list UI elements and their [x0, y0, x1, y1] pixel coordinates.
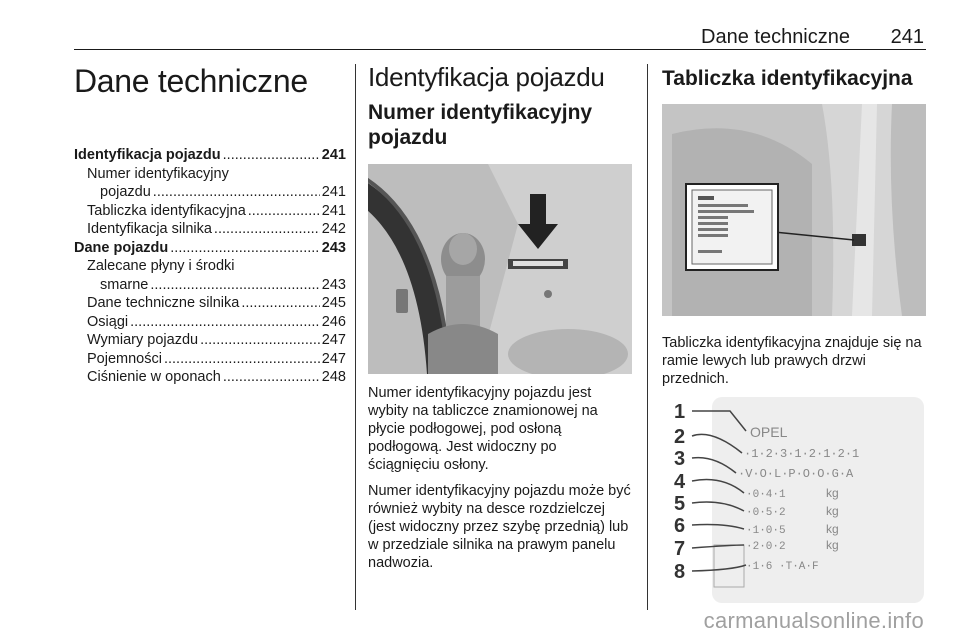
plate-line-5: ·0·5·2	[746, 507, 786, 519]
vin-subtitle: Numer identyfikacyjny pojazdu	[368, 101, 593, 149]
door-frame-illustration	[662, 104, 926, 316]
plate-column	[662, 62, 926, 388]
plate-brand: OPEL	[750, 424, 788, 440]
plate-section-title: Tabliczka identyfikacyjna	[662, 67, 913, 90]
plate-unit: kg	[826, 486, 839, 500]
plate-line-4: ·0·4·1	[746, 489, 786, 501]
plate-line-2: ·1·2·3·1·2·1·2·1	[744, 447, 860, 461]
toc-entry[interactable]: Wymiary pojazdu ..... 247	[74, 331, 346, 350]
callout-number: 4	[674, 471, 686, 493]
plate-line-6: ·1·0·5	[746, 525, 786, 537]
chapter-column	[74, 62, 346, 387]
vin-location-image	[368, 164, 632, 374]
toc-entry[interactable]: Numer identyfikacyjny pojazdu ..... 241	[74, 165, 346, 202]
door-frame-image	[662, 104, 926, 316]
toc-entry[interactable]: Osiągi ..... 246	[74, 313, 346, 332]
column-divider	[647, 64, 648, 610]
plate-line-8: ·1·6 ·T·A·F	[746, 561, 819, 573]
callout-number: 8	[674, 561, 686, 583]
toc-chapter-entry[interactable]: Identyfikacja pojazdu ..... 241	[74, 146, 346, 165]
toc-entry[interactable]: Tabliczka identyfikacyjna ..... 241	[74, 202, 346, 221]
toc-entry[interactable]: Zalecane płyny i środki smarne ..... 243	[74, 257, 346, 294]
vin-column	[368, 62, 632, 572]
chapter-title: Dane techniczne	[74, 63, 308, 99]
plate-line-7: ·2·0·2	[746, 541, 786, 553]
id-plate-diagram	[662, 395, 926, 605]
plate-unit: kg	[826, 504, 839, 518]
watermark: carmanualsonline.info	[703, 608, 924, 633]
plate-unit: kg	[826, 522, 839, 536]
callout-numbers	[674, 401, 686, 583]
vehicle-floor-illustration	[368, 164, 632, 374]
callout-number: 6	[674, 515, 686, 537]
plate-unit: kg	[826, 538, 839, 552]
toc-entry[interactable]: Pojemności ..... 247	[74, 350, 346, 369]
column-divider	[355, 64, 356, 610]
toc-entry[interactable]: Identyfikacja silnika ..... 242	[74, 220, 346, 239]
plate-paragraph: Tabliczka identyfikacyjna znajduje się na ramie lewych lub prawych drzwi przednich.	[662, 335, 922, 387]
toc-chapter-entry[interactable]: Dane pojazdu ..... 243	[74, 239, 346, 258]
toc-entry[interactable]: Ciśnienie w oponach ..... 248	[74, 368, 346, 387]
id-plate-svg	[662, 395, 926, 605]
callout-number: 5	[674, 493, 686, 515]
callout-number: 2	[674, 426, 686, 448]
plate-line-3: ·V·O·L·P·O·O·G·A	[738, 467, 854, 481]
section-title: Identyfikacja pojazdu	[368, 62, 605, 92]
header-title: Dane techniczne	[701, 26, 850, 48]
vin-paragraph-2: Numer identyfikacyjny pojazdu może być również wybity na desce rozdzielczej (jest widoczny przez szybę przednią) lub w przedziale silnika na prawym panelu nadwozia.	[368, 483, 631, 571]
page-header	[74, 20, 926, 50]
table-of-contents	[74, 146, 346, 387]
callout-number: 3	[674, 448, 686, 470]
callout-number: 7	[674, 538, 686, 560]
header-page-number: 241	[890, 26, 924, 48]
toc-entry[interactable]: Dane techniczne silnika ..... 245	[74, 294, 346, 313]
vin-paragraph-1: Numer identyfikacyjny pojazdu jest wybity na tabliczce znamionowej na płycie podłogowej, pod osłoną podłogową. Jest widoczny po ściągnięciu osłony.	[368, 385, 598, 473]
callout-number: 1	[674, 401, 686, 423]
